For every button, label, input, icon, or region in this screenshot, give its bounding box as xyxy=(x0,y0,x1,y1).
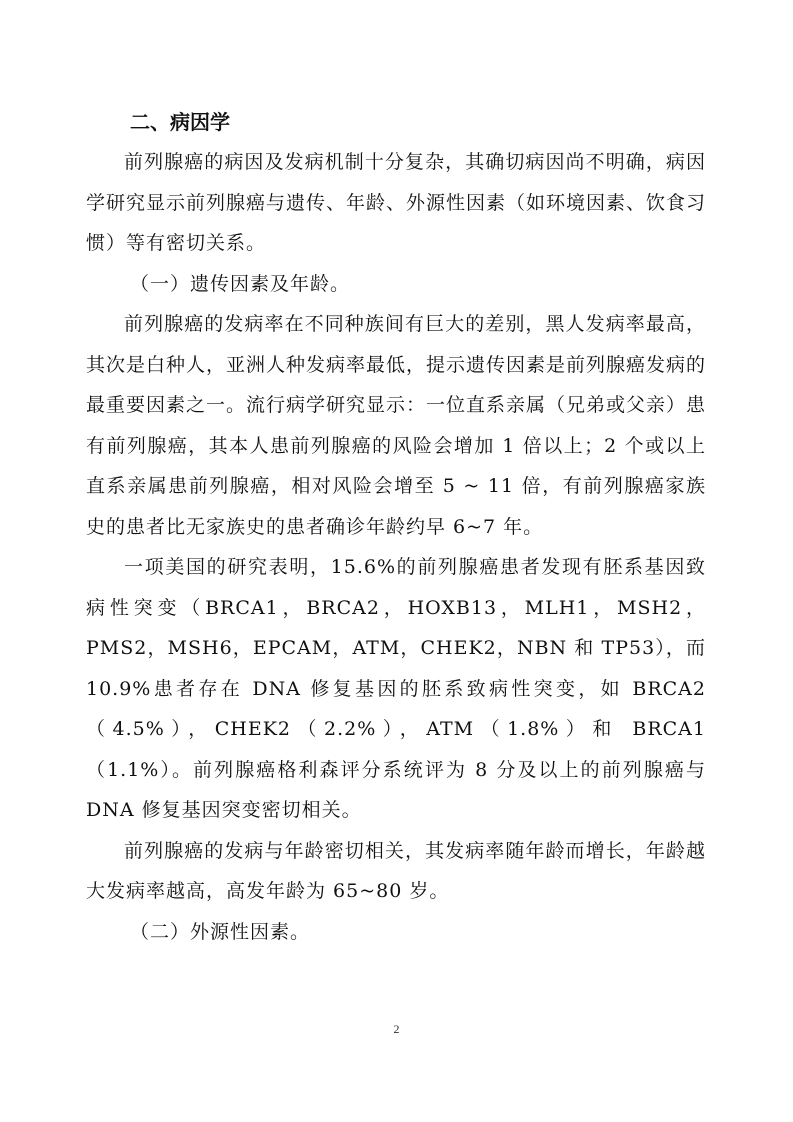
subheading-exogenous-factors: （二）外源性因素。 xyxy=(130,920,311,943)
paragraph-genetic-factors: 前列腺癌的发病率在不同种族间有巨大的差别，黑人发病率最高，其次是白种人，亚洲人种发病率最低，提示遗传因素是前列腺癌发病的最重要因素之一。流行病学研究显示：一位直系亲属（兄弟或父亲）患有前列腺癌，其本人患前列腺癌的风险会增加 1 倍以上；2 个或以上直系亲属患前列腺癌，相对风险会增至 5 ~ 11 倍，有前列腺癌家族史的患者比无家族史的患者确诊年龄约早 6~7 年。 xyxy=(86,313,707,538)
page-number: 2 xyxy=(393,1022,400,1036)
paragraph-germline-mutations: 一项美国的研究表明，15.6%的前列腺癌患者发现有胚系基因致病性突变（BRCA1，BRCA2，HOXB13，MLH1，MSH2，PMS2，MSH6，EPCAM，ATM，CHEK2，NBN 和 TP53），而 10.9%患者存在 DNA 修复基因的胚系致病性突变，如 BRCA2（4.5%），CHEK2（2.2%），ATM（1.8%）和 BRCA1（1.1%）。前列腺癌格利森评分系统评为 8 分及以上的前列腺癌与 DNA 修复基因突变密切相关。 xyxy=(86,556,706,821)
section-heading: 二、病因学 xyxy=(130,110,230,134)
subheading-genetics-age: （一）遗传因素及年龄。 xyxy=(130,272,351,295)
body-text xyxy=(86,142,706,952)
paragraph-age-factor: 前列腺癌的发病与年龄密切相关，其发病率随年龄而增长，年龄越大发病率越高，高发年龄为 65~80 岁。 xyxy=(86,839,706,902)
paragraph-etiology-intro: 前列腺癌的病因及发病机制十分复杂，其确切病因尚不明确，病因学研究显示前列腺癌与遗传、年龄、外源性因素（如环境因素、饮食习惯）等有密切关系。 xyxy=(86,151,707,254)
